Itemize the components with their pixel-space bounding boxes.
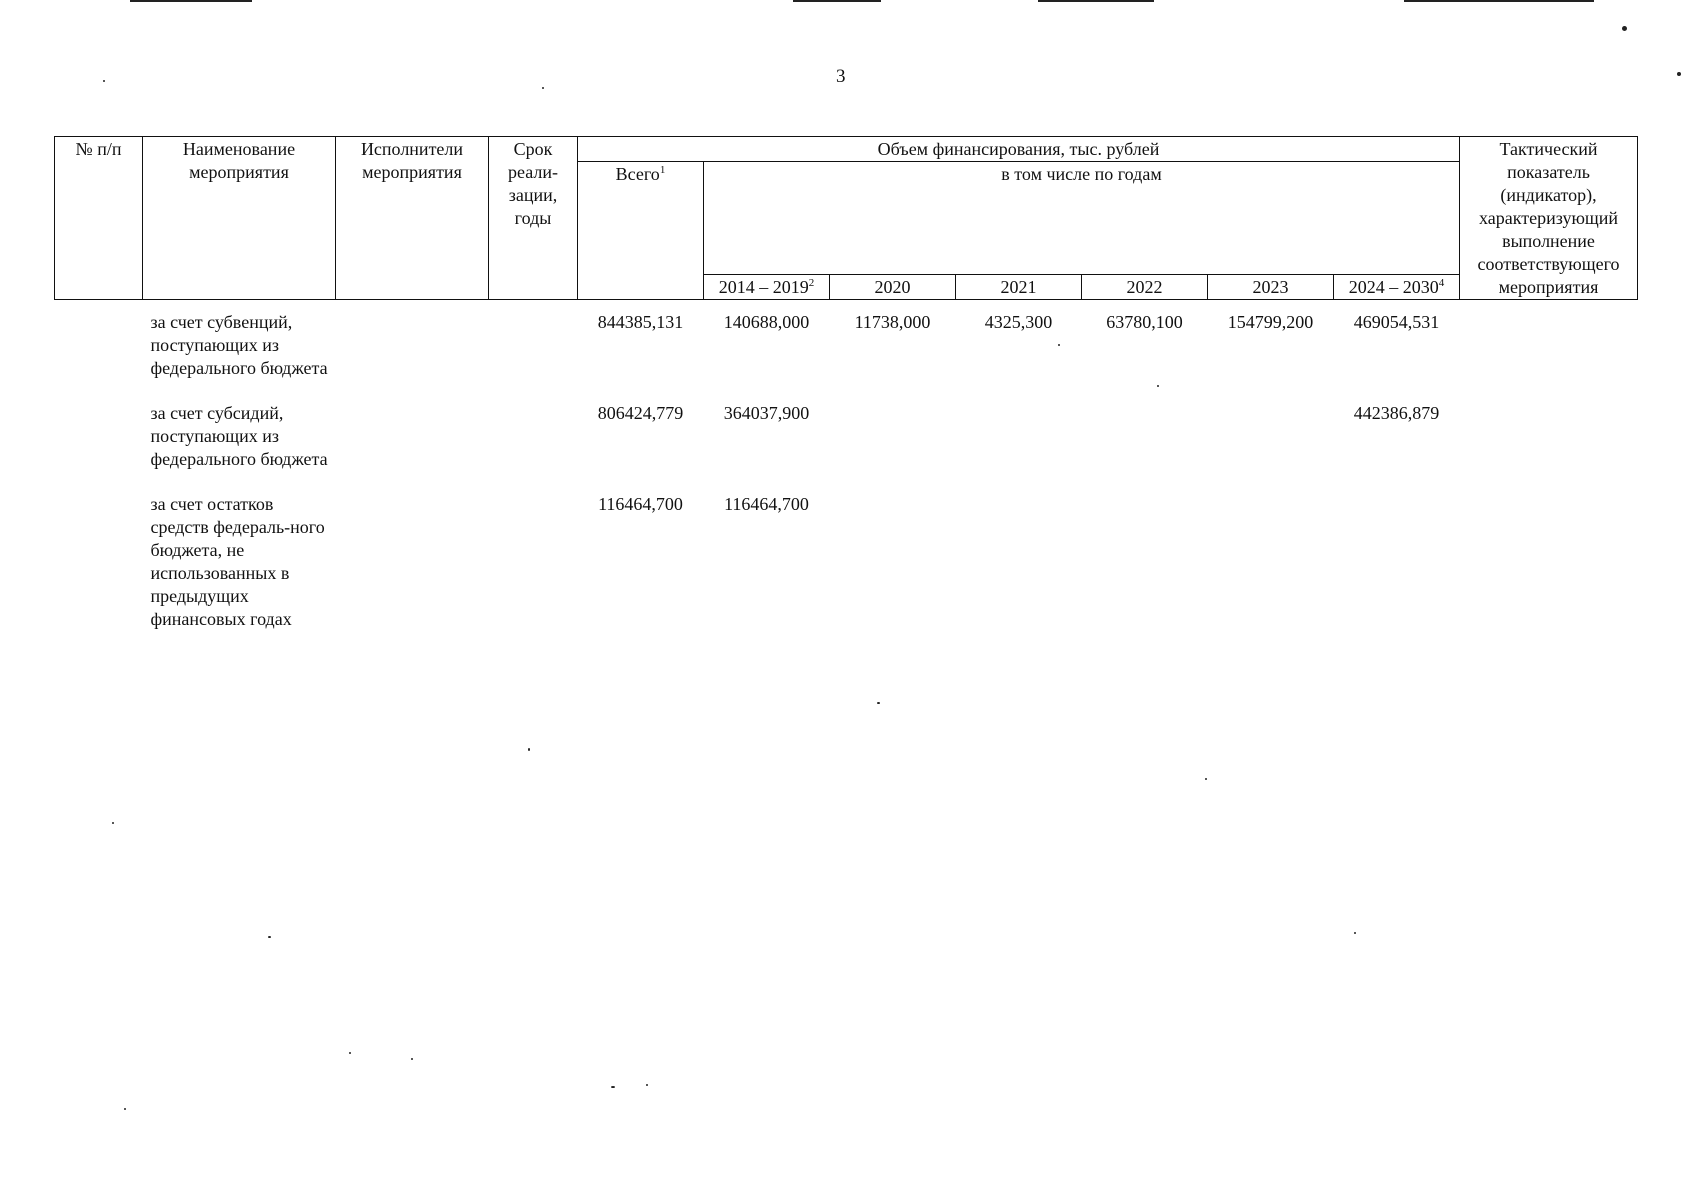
scan-speck	[1622, 26, 1627, 31]
header-executors: Исполнители мероприятия	[336, 137, 489, 300]
scan-speck	[1205, 778, 1207, 780]
header-year: 2021	[956, 275, 1082, 300]
row-total: 806424,779	[597, 403, 684, 423]
top-rule-fragment	[793, 0, 881, 2]
row-term	[489, 380, 578, 471]
row-executors	[336, 300, 489, 381]
row-2024-2030: 442386,879	[1353, 403, 1440, 423]
scan-speck	[268, 936, 271, 938]
row-indicator	[1460, 300, 1638, 381]
row-total: 116464,700	[598, 494, 683, 514]
row-2023	[1208, 471, 1334, 631]
row-indicator	[1460, 380, 1638, 471]
row-2022	[1082, 471, 1208, 631]
row-2023	[1208, 380, 1334, 471]
table-row	[55, 380, 1638, 471]
row-2020: 11738,000	[854, 312, 931, 332]
scan-speck	[542, 87, 544, 89]
header-total-label: Всего	[615, 164, 660, 184]
row-2020	[830, 380, 956, 471]
row-number	[55, 380, 143, 471]
top-rule-fragment	[130, 0, 252, 2]
row-executors	[336, 380, 489, 471]
row-name: за счет субсидий, поступающих из федерального бюджета	[150, 403, 328, 469]
row-term	[489, 471, 578, 631]
row-2024-2030: 469054,531	[1353, 312, 1440, 332]
row-name: за счет остатков средств федераль-ного бюджета, не использованных в предыдущих финансовых годах	[150, 494, 325, 629]
row-name: за счет субвенций, поступающих из федерального бюджета	[150, 312, 328, 378]
row-2014-2019: 364037,900	[723, 403, 810, 423]
header-term: Срок реали-зации, годы	[489, 137, 578, 300]
row-2014-2019: 140688,000	[723, 312, 810, 332]
row-number	[55, 300, 143, 381]
footnote-mark: 2	[808, 277, 815, 289]
row-2023: 154799,200	[1227, 312, 1314, 332]
footnote-mark: 4	[1438, 277, 1445, 289]
header-number: № п/п	[55, 137, 143, 300]
row-2020	[830, 471, 956, 631]
header-year-label: 2024 – 2030	[1348, 277, 1439, 297]
row-total: 844385,131	[597, 312, 684, 332]
scan-speck	[349, 1052, 351, 1054]
header-year: 2023	[1208, 275, 1334, 300]
table-header	[55, 137, 1638, 300]
row-2014-2019: 116464,700	[724, 494, 809, 514]
row-2021	[956, 471, 1082, 631]
scan-speck	[1354, 932, 1356, 934]
row-number	[55, 471, 143, 631]
header-name: Наименование мероприятия	[143, 137, 336, 300]
row-2021: 4325,300	[984, 312, 1053, 332]
header-year: 2020	[830, 275, 956, 300]
row-2022	[1082, 380, 1208, 471]
row-2022: 63780,100	[1106, 312, 1183, 332]
scan-speck	[112, 822, 114, 824]
header-year	[704, 275, 830, 300]
header-year-label: 2014 – 2019	[718, 277, 809, 297]
header-year: 2022	[1082, 275, 1208, 300]
financing-table	[54, 136, 1638, 631]
table-row	[55, 471, 1638, 631]
header-year	[1334, 275, 1460, 300]
row-2021	[956, 380, 1082, 471]
row-2024-2030	[1334, 471, 1460, 631]
header-total	[578, 162, 704, 300]
header-by-years: в том числе по годам	[704, 162, 1460, 275]
top-rule-fragment	[1404, 0, 1594, 2]
row-executors	[336, 471, 489, 631]
row-indicator	[1460, 471, 1638, 631]
scan-speck	[103, 80, 105, 82]
scan-speck	[1677, 72, 1681, 76]
scan-speck	[124, 1108, 126, 1110]
scan-speck	[646, 1084, 648, 1086]
table-body	[55, 300, 1638, 632]
scan-speck	[411, 1058, 413, 1060]
scan-speck	[877, 702, 880, 704]
scan-speck	[528, 748, 530, 751]
header-financing-volume: Объем финансирования, тыс. рублей	[578, 137, 1460, 162]
page-number: 3	[836, 66, 846, 87]
table-row	[55, 300, 1638, 381]
top-rule-fragment	[1038, 0, 1154, 2]
scan-speck	[611, 1086, 615, 1088]
header-indicator: Тактический показатель (индикатор), характеризующий выполнение соответствующего мероприятия	[1460, 137, 1638, 300]
row-term	[489, 300, 578, 381]
footnote-mark: 1	[659, 164, 666, 176]
